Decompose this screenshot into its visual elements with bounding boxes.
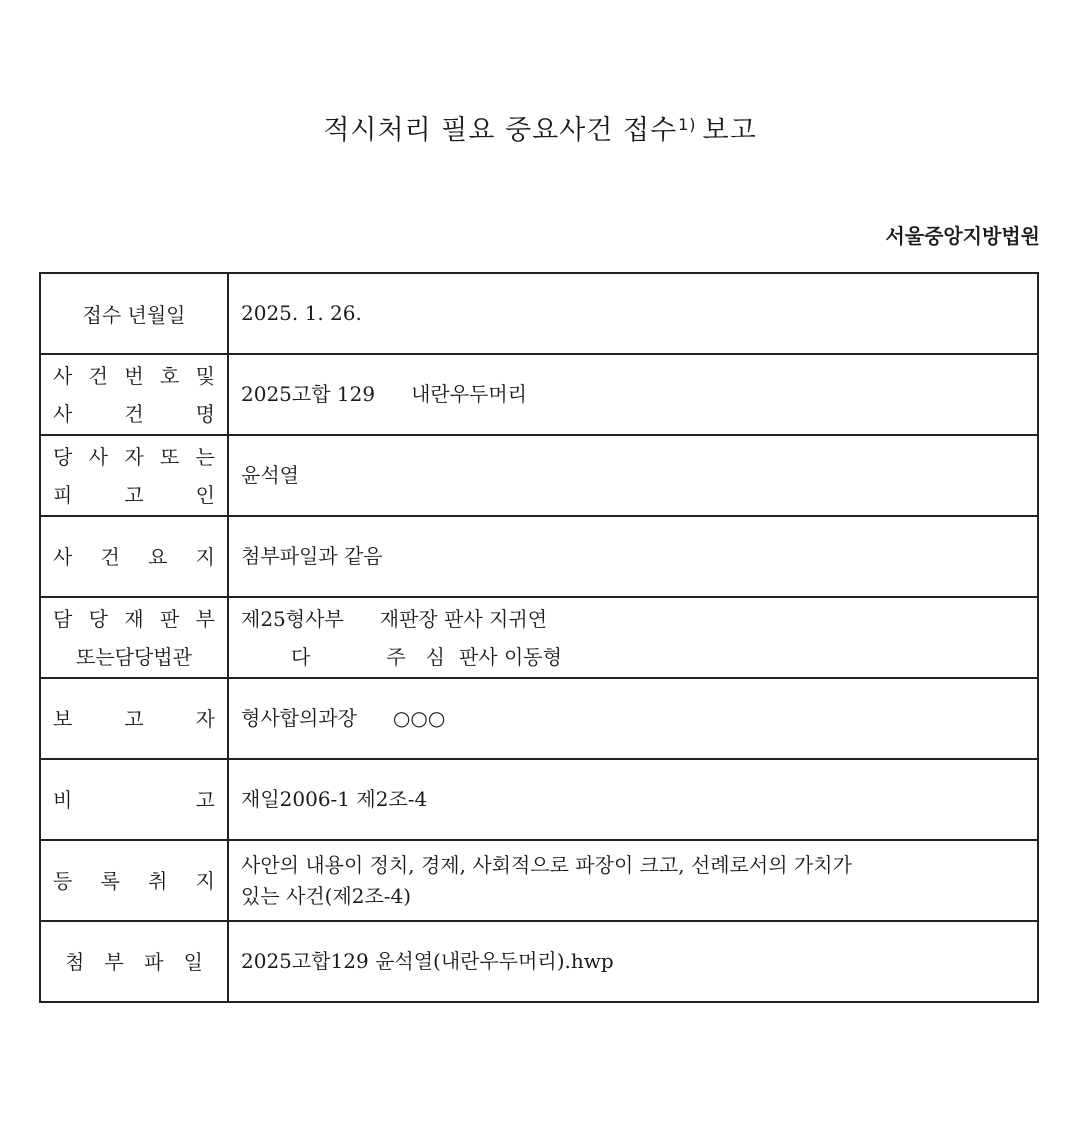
label-reason [40,840,228,921]
label-char: 지 [195,868,215,893]
label-char: 호 [159,363,180,388]
label-case-number [40,354,228,435]
label-reception-date: 접수 년월일 [40,273,228,354]
row-case-number [40,354,1038,435]
label-char: 록 [100,868,120,893]
value-division [228,597,1038,678]
case-name: 내란우두머리 [411,382,527,406]
title-text: 적시처리 필요 중요사건 접수 [323,115,678,146]
reporter-dept: 형사합의과장 [241,706,357,730]
label-char: 판 [159,606,180,631]
role-sim: 심 [425,644,445,669]
label-party [40,435,228,516]
label-char: 첨 [65,949,85,974]
case-no: 2025고합 129 [241,382,376,406]
label-char: 보 [53,706,73,731]
label-char: 고 [124,482,144,507]
label-char: 사 [53,401,73,426]
label-remarks [40,759,228,840]
title-suffix: 보고 [702,115,757,146]
row-division [40,597,1038,678]
value-reception-date: 2025. 1. 26. [228,273,1038,354]
label-reporter [40,678,228,759]
row-party [40,435,1038,516]
row-reporter [40,678,1038,759]
label-char: 요 [148,544,168,569]
role-ju: 주 [386,644,406,669]
row-reception-date [40,273,1038,354]
label-char: 지 [195,544,215,569]
label-text: 또는담당법관 [76,644,192,669]
label-char: 당 [88,606,108,631]
value-attachment: 2025고합129 윤석열(내란우두머리).hwp [228,921,1038,1002]
label-char: 당 [53,444,73,469]
label-char: 사 [53,544,73,569]
row-remarks [40,759,1038,840]
label-char: 인 [195,482,215,507]
row-reason [40,840,1038,921]
label-attachment [40,921,228,1002]
label-char: 파 [144,949,164,974]
value-summary: 첨부파일과 같음 [228,516,1038,597]
division-name: 제25형사부 [241,606,344,631]
role-da: 다 [291,644,311,669]
label-char: 재 [124,606,144,631]
label-char: 사 [53,363,73,388]
value-reason [228,840,1038,921]
label-char: 또 [159,444,180,469]
court-name: 서울중앙지방법원 [885,224,1040,248]
reporter-name: ○○○ [392,706,446,730]
value-reporter [228,678,1038,759]
assigned-judge: 판사 이동형 [458,644,562,669]
label-char: 건 [88,363,108,388]
label-char: 는 [195,444,215,469]
label-char: 피 [53,482,73,507]
label-char: 담 [53,606,73,631]
reason-line-1: 사안의 내용이 정치, 경제, 사회적으로 파장이 크고, 선례로서의 가치가 [241,852,852,877]
title-footnote: 1) [678,115,697,134]
label-char: 부 [104,949,124,974]
label-char: 건 [124,401,144,426]
label-char: 사 [88,444,108,469]
reason-line-2: 있는 사건(제2조-4) [241,883,412,908]
label-char: 등 [53,868,73,893]
label-char: 고 [195,787,215,812]
label-division [40,597,228,678]
label-char: 고 [124,706,144,731]
row-attachment [40,921,1038,1002]
value-party: 윤석열 [228,435,1038,516]
label-char: 취 [148,868,168,893]
label-summary [40,516,228,597]
report-table [39,272,1039,1003]
value-case-number [228,354,1038,435]
label-char: 부 [195,606,215,631]
label-char: 건 [100,544,120,569]
label-char: 명 [195,401,215,426]
row-summary [40,516,1038,597]
label-char: 자 [195,706,215,731]
label-char: 번 [124,363,144,388]
label-char: 비 [53,787,73,812]
label-char: 자 [124,444,144,469]
label-char: 및 [195,363,215,388]
value-remarks: 재일2006-1 제2조-4 [228,759,1038,840]
document-title [0,108,1080,147]
label-char: 일 [183,949,203,974]
presiding-judge: 재판장 판사 지귀연 [379,606,548,631]
